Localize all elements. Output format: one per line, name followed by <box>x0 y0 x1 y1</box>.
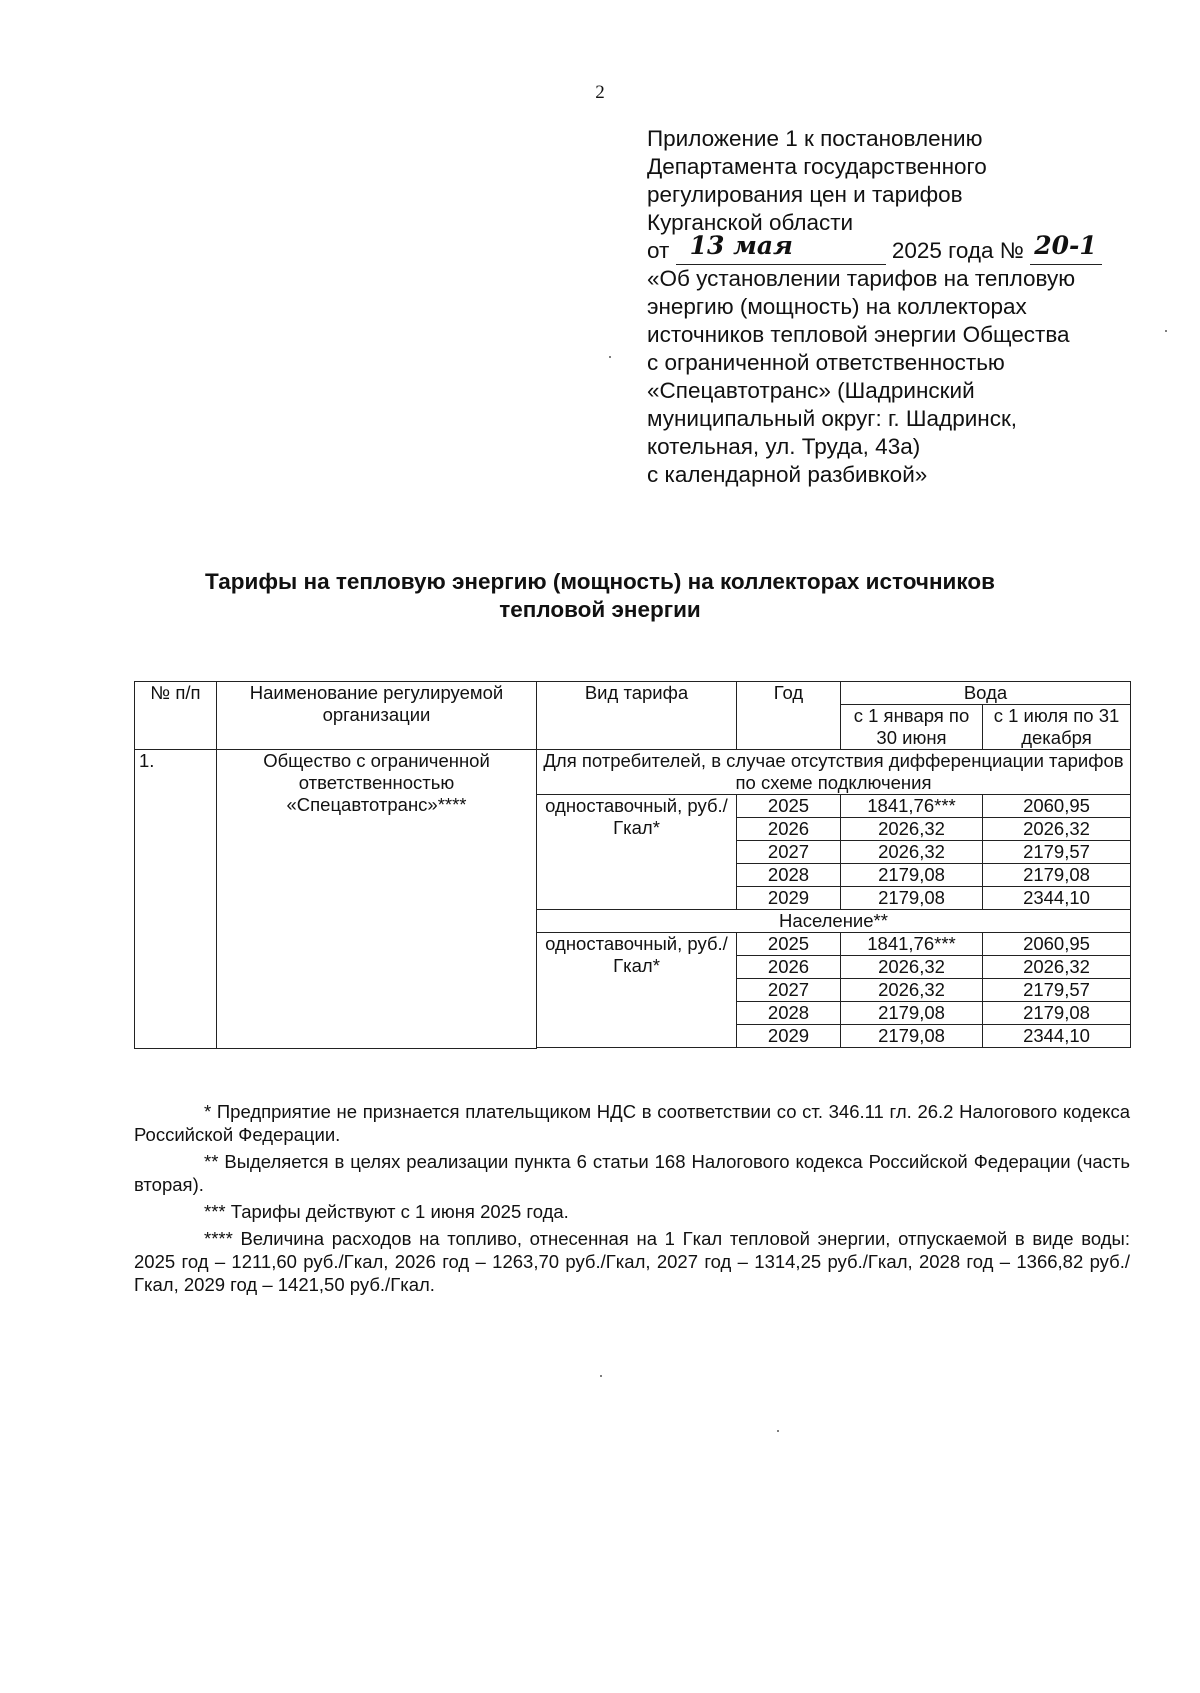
tariff-type: одноставочный, руб./Гкал* <box>537 795 737 910</box>
document-title <box>0 568 1200 624</box>
value-cell: 1841,76*** <box>841 933 983 956</box>
header-period-1: с 1 января по 30 июня <box>841 705 983 750</box>
value-cell: 2179,08 <box>841 1002 983 1025</box>
value-cell: 2026,32 <box>841 818 983 841</box>
appendix-line: с ограниченной ответственностью <box>647 350 1005 375</box>
header-water: Вода <box>841 682 1131 705</box>
footnote: *** Тарифы действуют с 1 июня 2025 года. <box>204 1201 569 1222</box>
tariff-type: одноставочный, руб./Гкал* <box>537 933 737 1048</box>
appendix-line: источников тепловой энергии Общества <box>647 322 1070 347</box>
appendix-line: регулирования цен и тарифов <box>647 182 963 207</box>
scan-speck <box>1165 330 1167 332</box>
organization-name: Общество с ограниченной ответственностью «Спецавтотранс»**** <box>217 750 537 1049</box>
footnote: **** Величина расходов на топливо, отнесенная на 1 Гкал тепловой энергии, отпускаемой в виде воды: 2025 год – 1211,60 руб./Гкал, 2026 год – 1263,70 руб./Гкал, 2027 год – 1314,25 руб./Гкал, 2028 год – 1366,82 руб./Гкал, 2029 год – 1421,50 руб./Гкал. <box>134 1228 1130 1295</box>
value-cell: 2026,32 <box>983 956 1131 979</box>
group-title: Для потребителей, в случае отсутствия дифференциации тарифов по схеме подключения <box>537 750 1131 795</box>
appendix-line: Департамента государственного <box>647 154 987 179</box>
value-cell: 2026,32 <box>841 841 983 864</box>
appendix-line: муниципальный округ: г. Шадринск, <box>647 406 1018 431</box>
value-cell: 2026,32 <box>841 979 983 1002</box>
scan-speck <box>600 1375 602 1377</box>
row-number: 1. <box>135 750 217 1049</box>
group-title-row <box>135 750 1131 795</box>
year-cell: 2028 <box>737 864 841 887</box>
value-cell: 2344,10 <box>983 887 1131 910</box>
number-field <box>1030 231 1102 265</box>
value-cell: 1841,76*** <box>841 795 983 818</box>
header-year: Год <box>737 682 841 750</box>
tariff-table <box>134 681 1131 1049</box>
year-cell: 2029 <box>737 887 841 910</box>
group-title: Население** <box>537 910 1131 933</box>
appendix-block <box>647 125 1167 489</box>
value-cell: 2026,32 <box>983 818 1131 841</box>
year-cell: 2026 <box>737 818 841 841</box>
title-line: Тарифы на тепловую энергию (мощность) на коллекторах источников <box>205 569 995 594</box>
header-row <box>135 682 1131 705</box>
handwritten-number: 20-1 <box>1034 231 1097 260</box>
appendix-line: Приложение 1 к постановлению <box>647 126 983 151</box>
year-cell: 2027 <box>737 841 841 864</box>
header-org: Наименование регулируемой организации <box>217 682 537 750</box>
value-cell: 2179,08 <box>983 1002 1131 1025</box>
header-num: № п/п <box>135 682 217 750</box>
page-number: 2 <box>595 82 605 103</box>
value-cell: 2060,95 <box>983 795 1131 818</box>
handwritten-date: 13 мая <box>689 231 793 260</box>
year-cell: 2028 <box>737 1002 841 1025</box>
value-cell: 2179,08 <box>841 864 983 887</box>
year-number-label: 2025 года № <box>891 238 1024 263</box>
value-cell: 2179,57 <box>983 979 1131 1002</box>
value-cell: 2179,08 <box>841 1025 983 1048</box>
title-line: тепловой энергии <box>499 597 701 622</box>
value-cell: 2344,10 <box>983 1025 1131 1048</box>
from-label: от <box>647 238 670 263</box>
appendix-line: энергию (мощность) на коллекторах <box>647 294 1027 319</box>
scan-speck <box>609 356 611 358</box>
appendix-line: «Об установлении тарифов на тепловую <box>647 266 1076 291</box>
value-cell: 2179,08 <box>841 887 983 910</box>
year-cell: 2025 <box>737 795 841 818</box>
footnote: ** Выделяется в целях реализации пункта 6 статьи 168 Налогового кодекса Российской Федерации (часть вторая). <box>134 1151 1130 1195</box>
decree-date-line <box>647 231 1167 265</box>
footnotes <box>134 1100 1130 1300</box>
footnote: * Предприятие не признается плательщиком НДС в соответствии со ст. 346.11 гл. 26.2 Налогового кодекса Российской Федерации. <box>134 1101 1130 1145</box>
appendix-line: с календарной разбивкой» <box>647 462 928 487</box>
year-cell: 2025 <box>737 933 841 956</box>
appendix-line: Курганской области <box>647 210 854 235</box>
appendix-line: котельная, ул. Труда, 43а) <box>647 434 921 459</box>
header-tariff-type: Вид тарифа <box>537 682 737 750</box>
value-cell: 2179,57 <box>983 841 1131 864</box>
year-cell: 2027 <box>737 979 841 1002</box>
header-period-2: с 1 июля по 31 декабря <box>983 705 1131 750</box>
year-cell: 2026 <box>737 956 841 979</box>
date-field <box>676 231 886 265</box>
value-cell: 2179,08 <box>983 864 1131 887</box>
value-cell: 2026,32 <box>841 956 983 979</box>
scan-speck <box>777 1430 779 1432</box>
year-cell: 2029 <box>737 1025 841 1048</box>
value-cell: 2060,95 <box>983 933 1131 956</box>
appendix-line: «Спецавтотранс» (Шадринский <box>647 378 975 403</box>
